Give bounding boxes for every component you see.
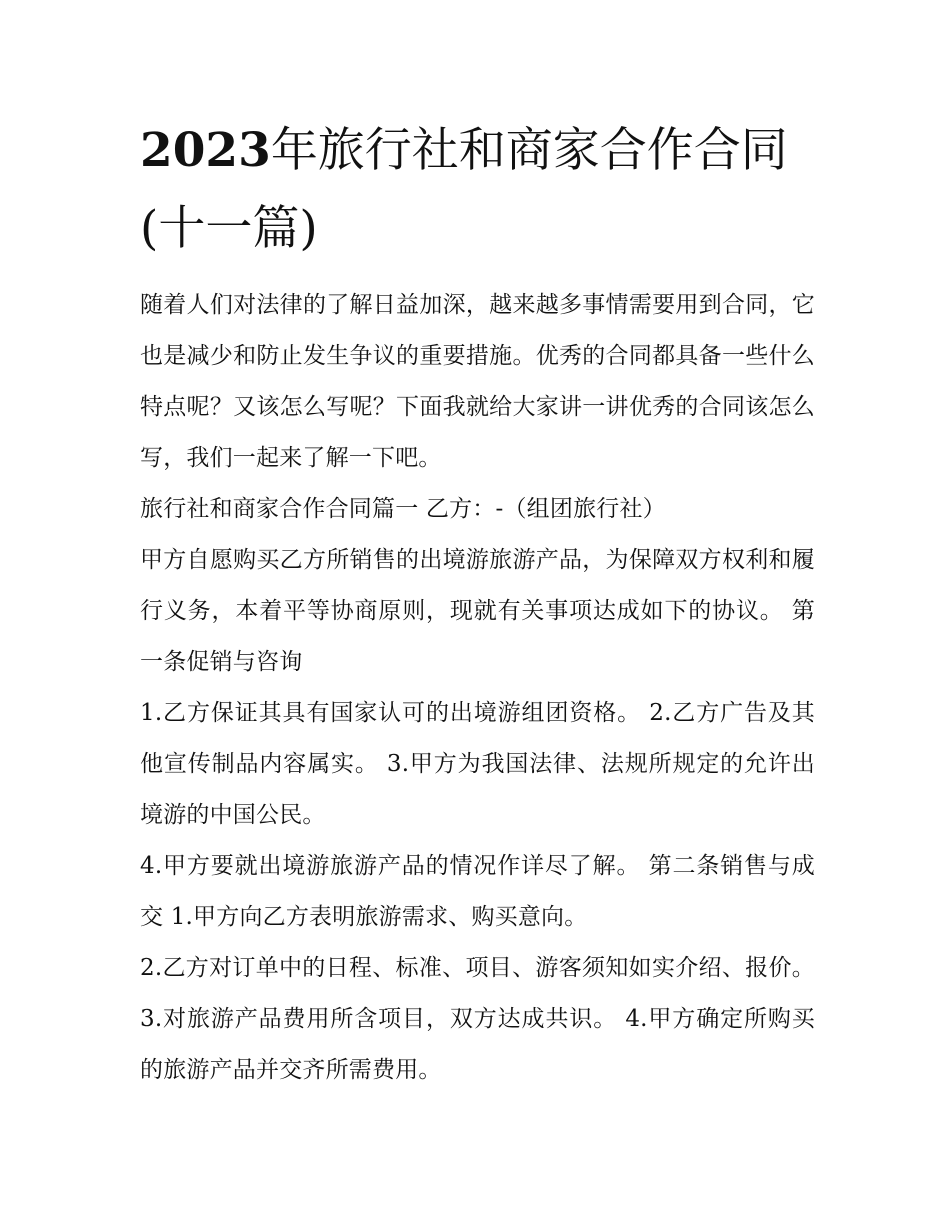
body-paragraph: 2.乙方对订单中的日程、标准、项目、游客须知如实介绍、报价。 3.对旅游产品费用所含项目，双方达成共识。 4.甲方确定所购买的旅游产品并交齐所需费用。 <box>140 955 815 1083</box>
document-page <box>140 112 815 1096</box>
title-text: 年旅行社和商家合作合同(十一篇) <box>140 123 788 256</box>
body-paragraph: 1.乙方保证其具有国家认可的出境游组团资格。 2.乙方广告及其他宣传制品内容属实。 3.甲方为我国法律、法规所规定的允许出境游的中国公民。 <box>140 700 815 828</box>
section-heading: 旅行社和商家合作合同篇一 乙方：-（组团旅行社） <box>140 496 666 522</box>
intro-paragraph: 随着人们对法律的了解日益加深，越来越多事情需要用到合同，它也是减少和防止发生争议的重要措施。优秀的合同都具备一些什么特点呢？又该怎么写呢？下面我就给大家讲一讲优秀的合同该怎么写，我们一起来了解一下吧。 <box>140 292 815 471</box>
title-year: 2023 <box>140 123 271 178</box>
body-paragraph: 4.甲方要就出境游旅游产品的情况作详尽了解。 第二条销售与成交 1.甲方向乙方表明旅游需求、购买意向。 <box>140 853 815 930</box>
body-paragraph: 甲方自愿购买乙方所销售的出境游旅游产品，为保障双方权利和履行义务，本着平等协商原则，现就有关事项达成如下的协议。 第一条促销与咨询 <box>140 547 815 675</box>
document-title <box>140 112 815 268</box>
